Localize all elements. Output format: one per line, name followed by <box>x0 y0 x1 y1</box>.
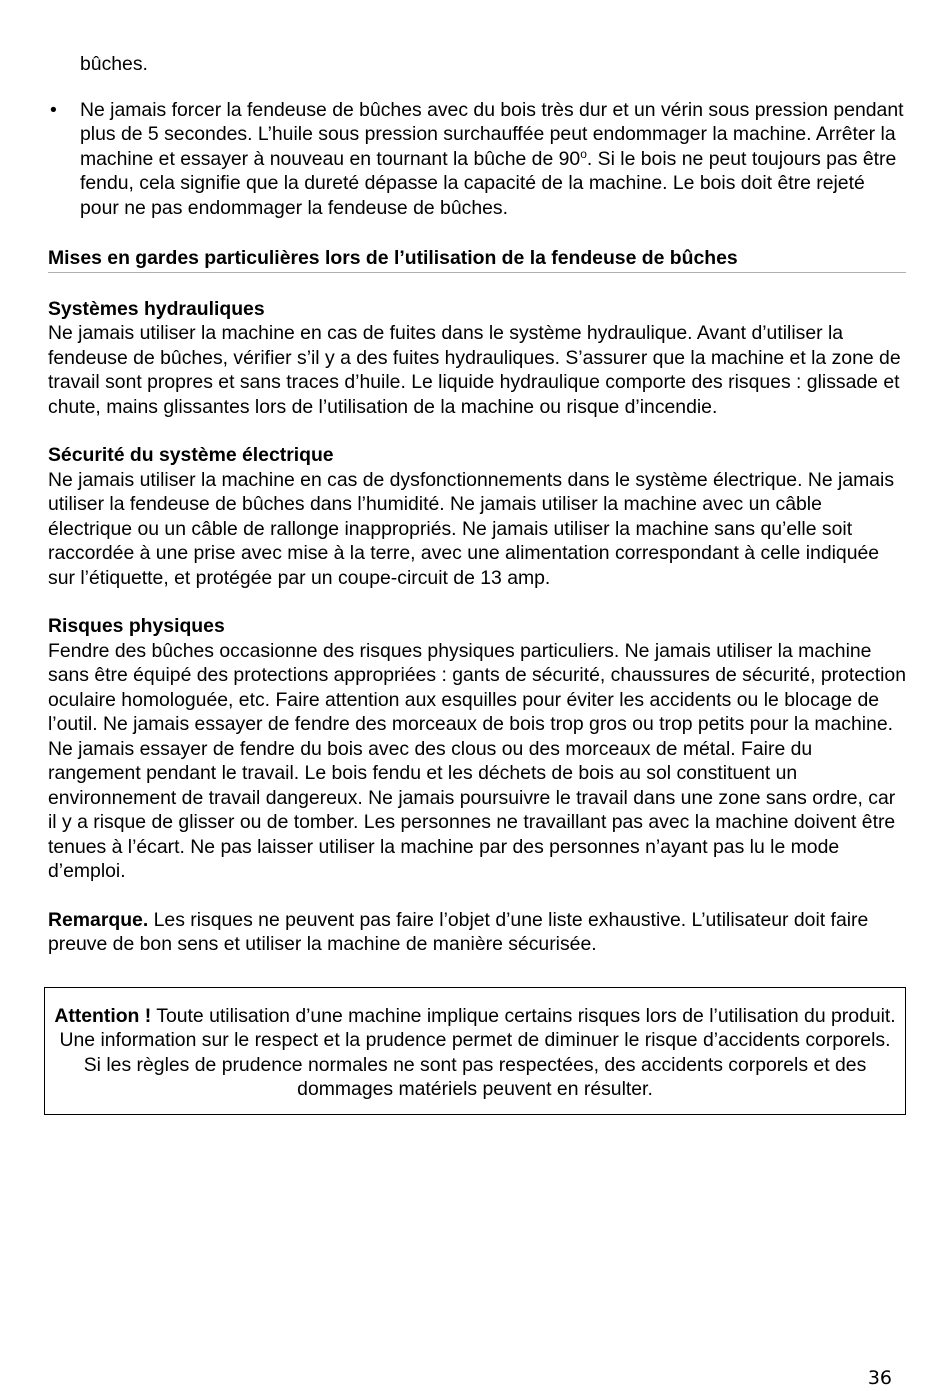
attention-box <box>44 987 906 1115</box>
subsection-text: Ne jamais utiliser la machine en cas de fuites dans le système hydraulique. Avant d’utiliser la fendeuse de bûches, vérifier s’il y a des fuites hydrauliques. S’assurer que la machine et la zone de travail sont propres et sans traces d’huile. Le liquide hydraulique comporte des risques : glissade et chute, mains glissantes lors de l’utilisation de la machine ou risque d’incendie. <box>48 322 901 418</box>
attention-label: Attention ! <box>54 1004 152 1027</box>
subsection-title: Systèmes hydrauliques <box>48 297 265 320</box>
page-number: 36 <box>867 1367 892 1389</box>
note-paragraph <box>48 908 906 957</box>
subsection-title: Risques physiques <box>48 615 225 637</box>
subsection-electrical <box>48 443 906 590</box>
note-label: Remarque. <box>48 908 149 931</box>
note-text: Les risques ne peuvent pas faire l’objet d’une liste exhaustive. L’utilisateur doit faire preuve de bon sens et utiliser la machine de manière sécurisée. <box>48 908 869 955</box>
continuation-text: bûches. <box>80 53 148 75</box>
section-title: Mises en gardes particulières lors de l’utilisation de la fendeuse de bûches <box>48 246 906 273</box>
document-page <box>48 52 906 1115</box>
subsection-text: Fendre des bûches occasionne des risques physiques particuliers. Ne jamais utiliser la machine sans être équipé des protections appropriées : gants de sécurité, chaussures de sécurité, protection oculaire homologuée, etc. Faire attention aux esquilles pour éviter les accidents ou le blocage de l’outil. Ne jamais essayer de fendre des morceaux de bois trop gros ou trop petits pour la machine. Ne jamais essayer de fendre du bois avec des clous ou des morceaux de métal. Faire du rangement pendant le travail. Le bois fendu et les déchets de bois au sol constituent un environnement de travail dangereux. Ne jamais poursuivre le travail dans une zone sans ordre, car il y a risque de glisser ou de tomber. Les personnes ne travaillant pas avec la machine doivent être tenues à l’écart. Ne pas laisser utiliser la machine par des personnes n’ayant pas lu le mode d’emploi. <box>48 639 906 882</box>
subsection-hydraulics <box>48 297 906 420</box>
bullet-icon: • <box>50 98 57 121</box>
subsection-text: Ne jamais utiliser la machine en cas de dysfonctionnements dans le système électrique. Ne jamais utiliser la fendeuse de bûches dans l’humidité. Ne jamais utiliser la machine avec un câble électrique ou un câble de rallonge inappropriés. Ne jamais utiliser la machine sans qu’elle soit raccordée à une prise avec mise à la terre, avec une alimentation correspondant à celle indiquée sur l’étiquette, et protégée par un coupe-circuit de 13 amp. <box>48 468 895 589</box>
bullet-text-part2: . Si le bois ne peut toujours pas être fendu, cela signifie que la dureté dépasse la capacité de la machine. Le bois doit être rejeté pour ne pas endommager la fendeuse de bûches. <box>80 147 897 219</box>
subsection-physical-risks <box>48 614 906 884</box>
attention-text: Toute utilisation d’une machine implique certains risques lors de l’utilisation du produit. Une information sur le respect et la prudence permet de diminuer le risque d’accidents corporels. Si les règles de prudence normales ne sont pas respectées, des accidents corporels et des dommages matériels peuvent en résulter. <box>59 1004 896 1100</box>
bullet-text-part1: Ne jamais forcer la fendeuse de bûches avec du bois très dur et un vérin sous pression pendant plus de 5 secondes. L’huile sous pression surchauffée peut endommager la machine. Arrêter la machine et essayer à nouveau en tournant la bûche de 90 <box>80 98 904 170</box>
subsection-title: Sécurité du système électrique <box>48 444 334 466</box>
bullet-item <box>48 98 906 221</box>
degree-superscript: o <box>580 146 587 161</box>
